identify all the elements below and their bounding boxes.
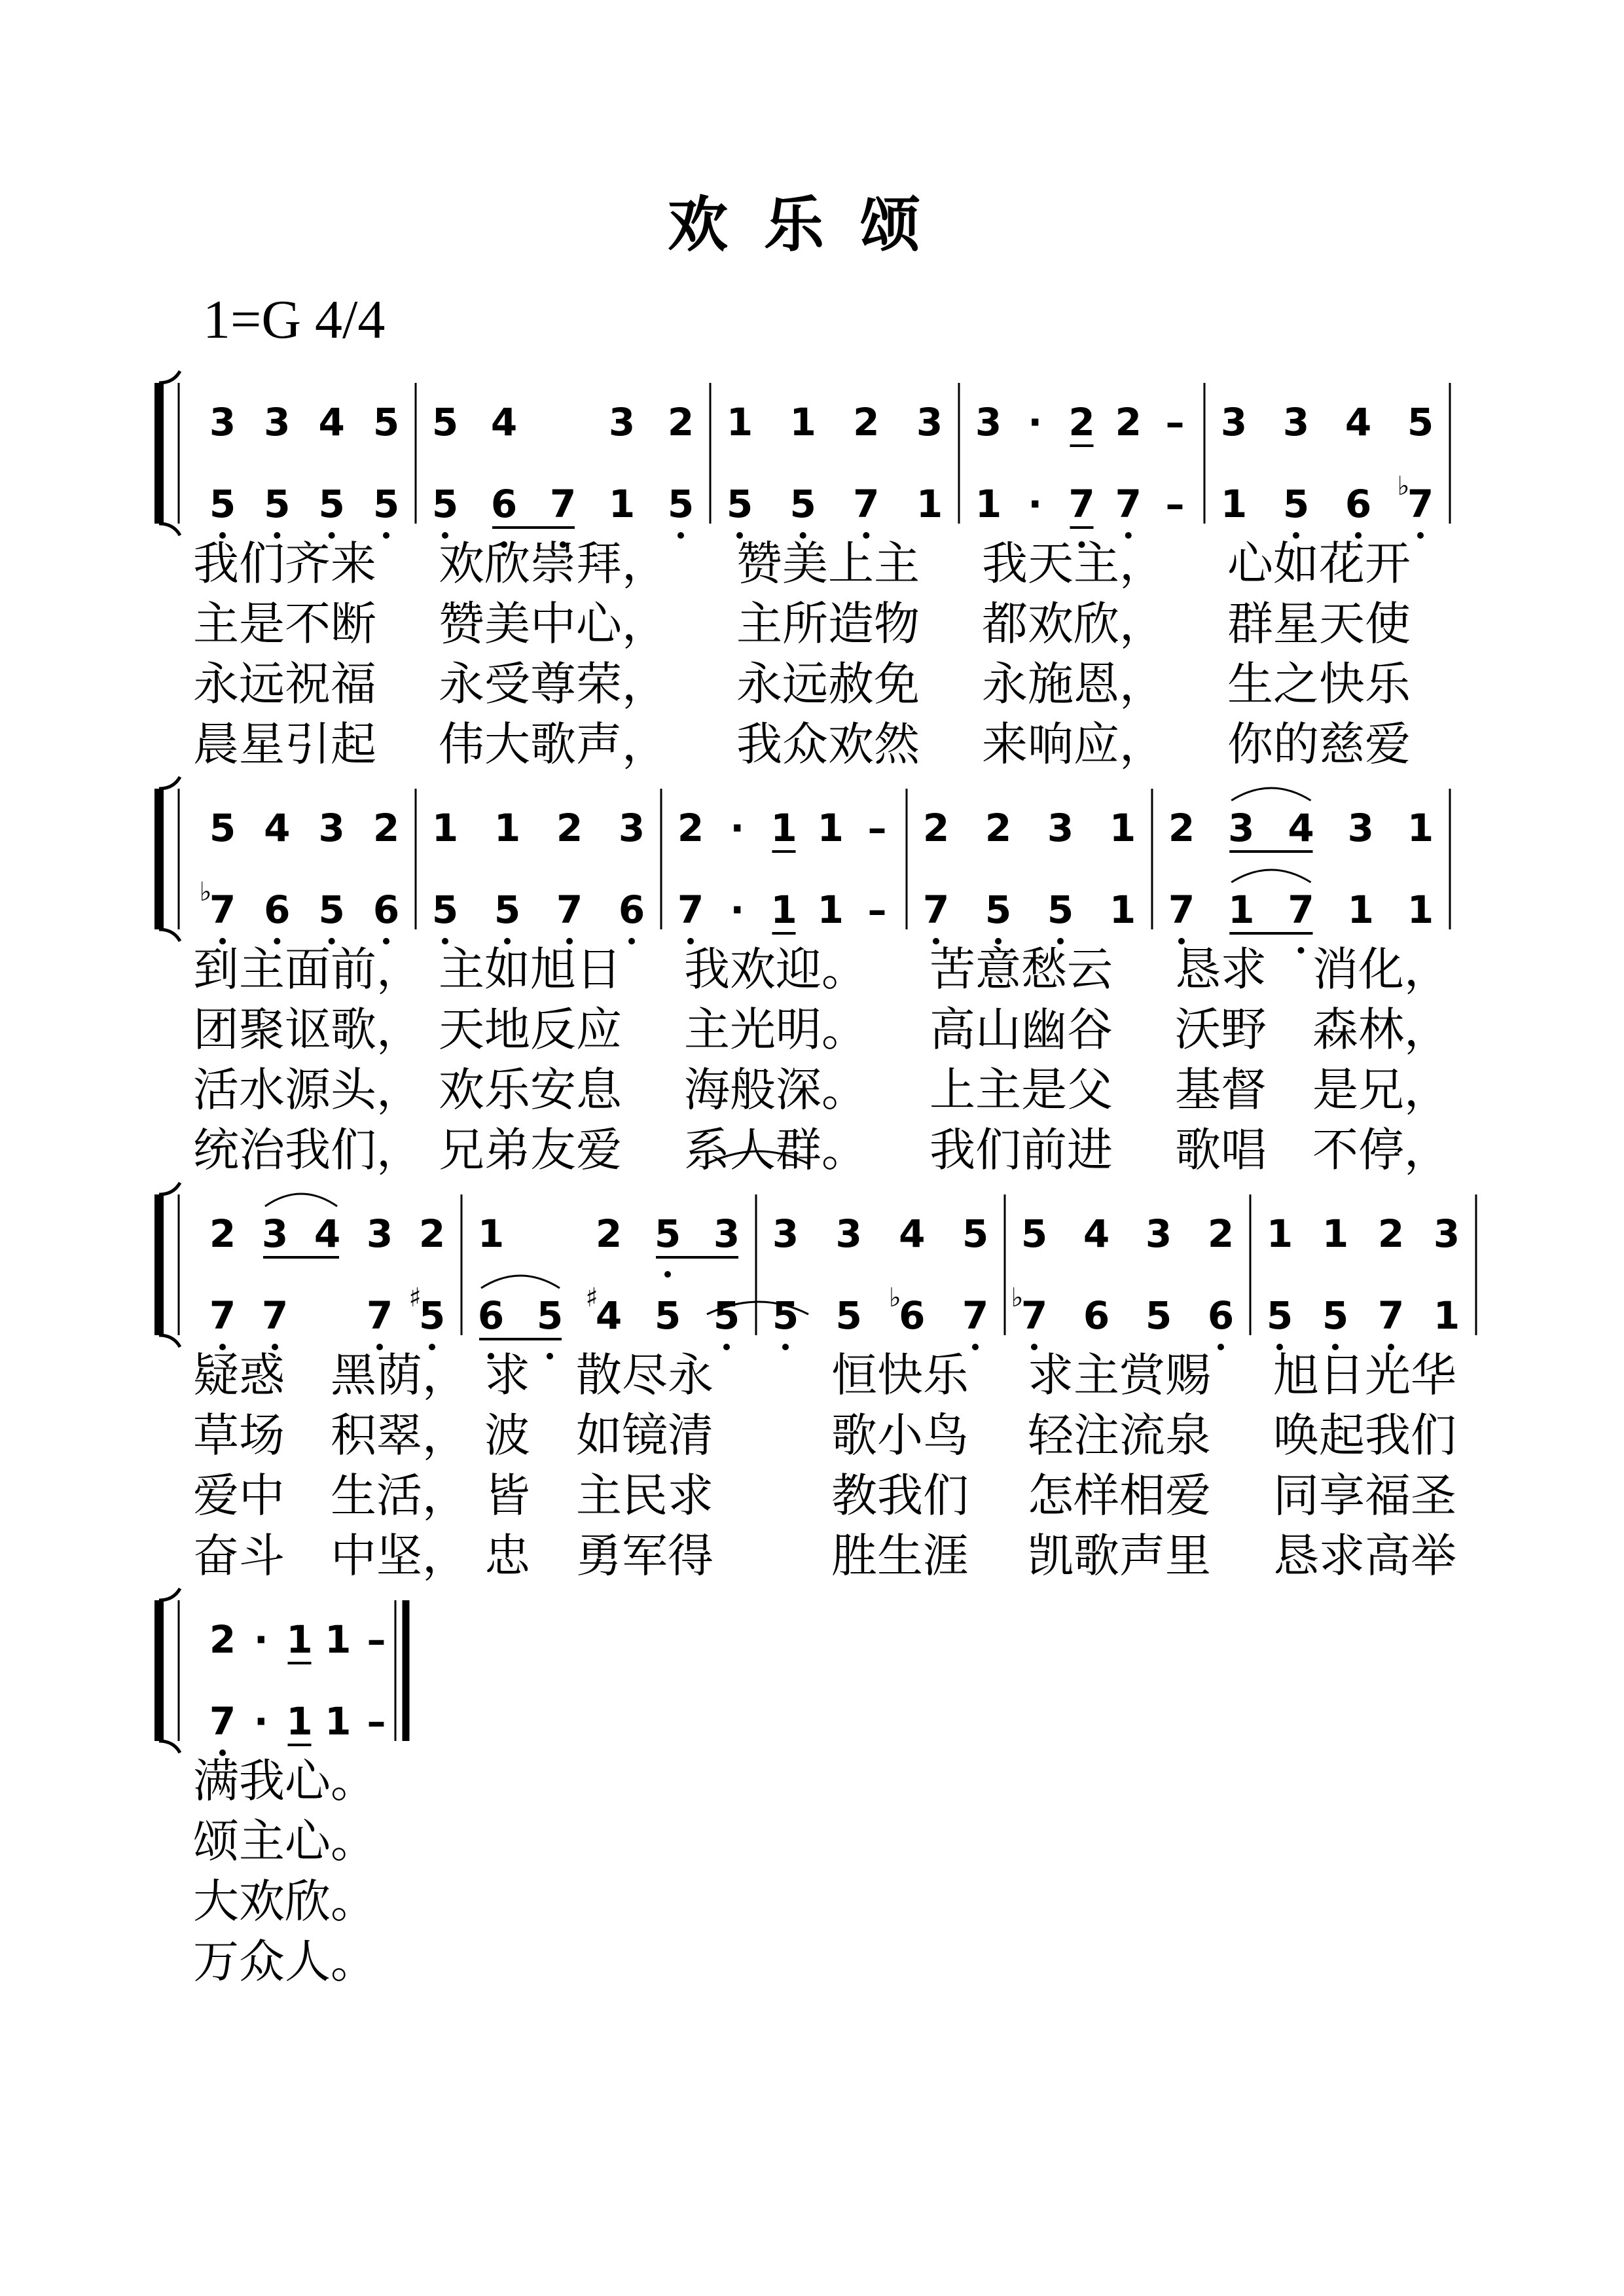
upper-note: 2 — [1377, 1211, 1405, 1256]
lyric-phrase: 恳求高举 — [1273, 1529, 1456, 1583]
upper-note: 2 — [372, 806, 400, 850]
lyric-phrase: 赞美中心， — [439, 597, 668, 651]
lyric-phrase: 海般深。 — [684, 1063, 867, 1117]
lower-note: 6 — [1344, 482, 1372, 526]
lyric-phrase: 基督 是兄， — [1175, 1063, 1450, 1117]
lyric-phrase: 群星天使 — [1227, 597, 1411, 651]
lyric-phrase: 忠 勇军得 — [484, 1529, 713, 1583]
lower-note: 6 — [899, 1293, 926, 1338]
lower-note: 1 — [1109, 888, 1136, 932]
lower-note: 7 — [209, 1293, 236, 1338]
upper-note: 3 — [209, 400, 236, 444]
lower-note: 1 — [325, 1699, 352, 1744]
accidental: ♯ — [585, 1283, 598, 1313]
upper-note: 2 — [209, 1617, 236, 1662]
upper-note: 1 — [1407, 806, 1434, 850]
lower-note: 6 — [618, 888, 645, 932]
lower-note: 5 — [1145, 1293, 1172, 1338]
lyric-phrase: 心如花开 — [1227, 537, 1411, 590]
lower-note: – — [1165, 482, 1185, 526]
lyric-phrase: 伟大歌声， — [439, 717, 668, 771]
lyric-phrase: 我天主， — [982, 537, 1165, 590]
lower-note: 1 — [916, 482, 943, 526]
lower-note: 5 — [431, 482, 459, 526]
lower-note: 7 — [922, 888, 950, 932]
upper-note: 5 — [962, 1211, 989, 1256]
lyric-phrase: 恒快乐 — [831, 1348, 969, 1402]
lyric-phrase: 同享福圣 — [1273, 1469, 1456, 1522]
upper-note: 2 — [922, 806, 950, 850]
lower-octave-dot — [972, 1344, 979, 1350]
lower-note: 7 — [261, 1293, 289, 1338]
bracket-hook — [159, 929, 180, 941]
lyric-phrase: 上主是父 — [929, 1063, 1113, 1117]
upper-note: 4 — [1344, 400, 1372, 444]
lower-note: 5 — [713, 1293, 740, 1338]
lower-note: – — [867, 888, 887, 932]
accidental: ♭ — [1011, 1283, 1024, 1313]
bracket-hook — [159, 1335, 180, 1347]
lower-note: 7 — [556, 888, 583, 932]
upper-note: 5 — [1407, 400, 1434, 444]
lower-note: 1 — [817, 888, 844, 932]
lower-note: 5 — [1047, 888, 1074, 932]
lower-note: 5 — [789, 482, 816, 526]
lower-octave-dot — [1218, 1344, 1224, 1350]
upper-note: 4 — [899, 1211, 926, 1256]
upper-note: 2 — [1115, 400, 1142, 444]
lower-note: 6 — [264, 888, 291, 932]
lyric-phrase: 你的慈爱 — [1227, 717, 1411, 771]
lower-note: 5 — [494, 888, 521, 932]
lower-note: 7 — [1115, 482, 1142, 526]
upper-note: 3 — [1228, 806, 1255, 850]
upper-note: · — [730, 806, 745, 850]
upper-note: 3 — [618, 806, 645, 850]
upper-note: 2 — [595, 1211, 623, 1256]
upper-note: – — [367, 1617, 386, 1662]
upper-note: 1 — [1322, 1211, 1349, 1256]
lyric-phrase: 苦意愁云 — [929, 942, 1113, 996]
lyric-phrase: 歌唱 不停， — [1175, 1123, 1450, 1177]
lyric-phrase: 求主赏赐 — [1028, 1348, 1211, 1402]
lyric-phrase: 旭日光华 — [1273, 1348, 1456, 1402]
lyric-phrase: 永受尊荣， — [439, 657, 668, 711]
upper-note: 3 — [264, 400, 291, 444]
lower-octave-dot — [723, 1344, 730, 1350]
accidental: ♭ — [888, 1283, 901, 1313]
lower-note: 7 — [209, 1699, 236, 1744]
upper-note: 3 — [1282, 400, 1310, 444]
slur — [481, 1276, 560, 1288]
lower-note: 6 — [1083, 1293, 1110, 1338]
lyric-phrase: 求 散尽永 — [484, 1348, 713, 1402]
lyric-phrase: 大欢欣。 — [193, 1874, 376, 1928]
lyric-phrase: 沃野 森林， — [1175, 1003, 1450, 1056]
lower-note: 1 — [1228, 888, 1255, 932]
lyric-phrase: 天地反应 — [439, 1003, 622, 1056]
upper-note: 4 — [1288, 806, 1314, 850]
upper-note: 2 — [1207, 1211, 1235, 1256]
upper-note: · — [253, 1617, 268, 1662]
upper-note: 1 — [789, 400, 816, 444]
bracket-hook — [159, 371, 180, 383]
upper-note: 1 — [286, 1617, 313, 1662]
upper-note: 5 — [372, 400, 400, 444]
lower-note: 1 — [1407, 888, 1434, 932]
slur — [1231, 788, 1310, 800]
lower-note: 1 — [1433, 1293, 1460, 1338]
upper-note: 5 — [654, 1211, 681, 1256]
lower-note: · — [1028, 482, 1043, 526]
bracket-hook — [159, 1183, 180, 1194]
lyric-phrase: 波 如镜清 — [484, 1408, 713, 1462]
upper-note: 3 — [835, 1211, 862, 1256]
lower-note: 5 — [1266, 1293, 1293, 1338]
upper-note: 2 — [677, 806, 704, 850]
bracket-hook — [159, 1741, 180, 1753]
lower-note: 7 — [366, 1293, 393, 1338]
upper-note: 3 — [713, 1211, 740, 1256]
lower-note: 5 — [431, 888, 459, 932]
key-time-signature: 1=G 4/4 — [203, 289, 386, 350]
lyric-phrase: 兄弟友爱 — [439, 1123, 622, 1177]
upper-note: 3 — [1220, 400, 1248, 444]
upper-note: 1 — [1109, 806, 1136, 850]
lower-octave-dot — [383, 532, 389, 539]
lower-octave-dot — [628, 938, 635, 944]
lyric-phrase: 来响应， — [982, 717, 1165, 771]
lower-note: 7 — [1288, 888, 1314, 932]
lyric-phrase: 统治我们， — [193, 1123, 422, 1177]
upper-note: 3 — [366, 1211, 393, 1256]
upper-note: 2 — [418, 1211, 446, 1256]
lyric-phrase: 活水源头， — [193, 1063, 422, 1117]
upper-note: 1 — [1266, 1211, 1293, 1256]
lyric-phrase: 胜生涯 — [831, 1529, 969, 1583]
lyric-phrase: 晨星引起 — [193, 717, 376, 771]
upper-note: 1 — [726, 400, 753, 444]
lyric-phrase: 唤起我们 — [1273, 1408, 1456, 1462]
upper-note: 4 — [314, 1211, 341, 1256]
lower-note: 5 — [667, 482, 695, 526]
upper-note: 3 — [772, 1211, 799, 1256]
upper-note: 5 — [209, 806, 236, 850]
upper-note: 1 — [325, 1617, 352, 1662]
lyric-phrase: 主是不断 — [193, 597, 376, 651]
lyric-phrase: 生之快乐 — [1227, 657, 1411, 711]
lyric-phrase: 满我心。 — [193, 1754, 376, 1808]
bracket-hook — [159, 1588, 180, 1600]
upper-note: 5 — [1020, 1211, 1048, 1256]
lyric-phrase: 都欢欣， — [982, 597, 1165, 651]
lower-octave-dot — [677, 532, 684, 539]
lower-note: 4 — [595, 1293, 623, 1338]
lower-note: 7 — [853, 482, 880, 526]
lower-note: 5 — [418, 1293, 446, 1338]
upper-note: – — [1165, 400, 1185, 444]
lyric-phrase: 歌小鸟 — [831, 1408, 969, 1462]
upper-note: 4 — [490, 400, 518, 444]
lower-note: 6 — [490, 482, 518, 526]
upper-note: 1 — [817, 806, 844, 850]
upper-note: 4 — [318, 400, 345, 444]
lyric-phrase: 我们齐来 — [193, 537, 376, 590]
lyric-phrase: 永远赦免 — [736, 657, 920, 711]
lower-note: 5 — [1282, 482, 1310, 526]
lower-note: · — [253, 1699, 268, 1744]
upper-note: 3 — [1433, 1211, 1460, 1256]
upper-note: 2 — [853, 400, 880, 444]
upper-note: – — [867, 806, 887, 850]
song-title: 欢乐颂 — [667, 190, 956, 260]
lower-note: 5 — [726, 482, 753, 526]
lyric-phrase: 皆 主民求 — [484, 1469, 713, 1522]
lower-note: 7 — [1168, 888, 1195, 932]
lower-note: 5 — [772, 1293, 799, 1338]
lower-note: 1 — [1347, 888, 1374, 932]
accidental: ♭ — [199, 877, 212, 907]
lyric-phrase: 我欢迎。 — [684, 942, 867, 996]
upper-note: 2 — [1168, 806, 1195, 850]
lyric-phrase: 永远祝福 — [193, 657, 376, 711]
lyric-phrase: 我众欢然 — [736, 717, 920, 771]
lyric-phrase: 主如旭日 — [439, 942, 622, 996]
lower-note: 5 — [264, 482, 291, 526]
upper-note: 3 — [1347, 806, 1374, 850]
lyric-phrase: 爱中 生活， — [193, 1469, 468, 1522]
upper-note: 5 — [431, 400, 459, 444]
slur — [1231, 870, 1310, 882]
lyric-phrase: 赞美上主 — [736, 537, 920, 590]
upper-note: 3 — [975, 400, 1002, 444]
lower-note: 7 — [1068, 482, 1095, 526]
lyric-phrase: 主所造物 — [736, 597, 920, 651]
lower-note: 1 — [1220, 482, 1248, 526]
lyric-phrase: 恳求 消化， — [1175, 942, 1450, 996]
upper-note: 2 — [209, 1211, 236, 1256]
lyric-phrase: 凯歌声里 — [1028, 1529, 1211, 1583]
lower-note: 7 — [1377, 1293, 1405, 1338]
lower-note: 5 — [654, 1293, 681, 1338]
lower-note: 6 — [372, 888, 400, 932]
lyric-phrase: 系人群。 — [684, 1123, 867, 1177]
slur — [265, 1194, 337, 1206]
lower-note: 1 — [770, 888, 797, 932]
lyric-phrase: 高山幽谷 — [929, 1003, 1113, 1056]
bracket-hook — [159, 524, 180, 535]
lyric-phrase: 颂主心。 — [193, 1814, 376, 1868]
lower-note: 5 — [372, 482, 400, 526]
lower-note: · — [730, 888, 745, 932]
lower-note: 5 — [536, 1293, 564, 1338]
lyric-phrase: 万众人。 — [193, 1935, 376, 1988]
upper-note: 4 — [264, 806, 291, 850]
lower-note: 6 — [477, 1293, 505, 1338]
lower-note: 5 — [835, 1293, 862, 1338]
upper-note: 4 — [1083, 1211, 1110, 1256]
upper-note: 3 — [261, 1211, 289, 1256]
lyric-phrase: 欢乐安息 — [439, 1063, 622, 1117]
lower-note: – — [367, 1699, 386, 1744]
upper-note: 3 — [916, 400, 943, 444]
lyric-phrase: 欢欣崇拜， — [439, 537, 668, 590]
upper-note: 3 — [318, 806, 345, 850]
upper-note: 1 — [431, 806, 459, 850]
lower-note: 7 — [549, 482, 577, 526]
lower-note: 7 — [1407, 482, 1434, 526]
upper-note: 2 — [667, 400, 695, 444]
lower-note: 7 — [209, 888, 236, 932]
upper-note: 3 — [1047, 806, 1074, 850]
lower-note: 7 — [1020, 1293, 1048, 1338]
lower-octave-dot — [1417, 532, 1424, 539]
lyric-phrase: 我们前进 — [929, 1123, 1113, 1177]
lyric-phrase: 疑惑 黑荫， — [193, 1348, 468, 1402]
lyric-phrase: 到主面前， — [193, 942, 422, 996]
lower-note: 5 — [1322, 1293, 1349, 1338]
lower-note: 5 — [318, 888, 345, 932]
lower-octave-dot — [782, 1344, 789, 1350]
bracket-hook — [159, 777, 180, 789]
lower-note: 5 — [318, 482, 345, 526]
upper-note: 1 — [770, 806, 797, 850]
upper-note: 1 — [494, 806, 521, 850]
lyric-phrase: 草场 积翠， — [193, 1408, 468, 1462]
upper-note: 3 — [608, 400, 636, 444]
lower-note: 5 — [209, 482, 236, 526]
lower-note: 1 — [286, 1699, 313, 1744]
lower-note: 1 — [975, 482, 1002, 526]
upper-note: · — [1028, 400, 1043, 444]
upper-note: 3 — [1145, 1211, 1172, 1256]
lower-note: 7 — [962, 1293, 989, 1338]
lyric-phrase: 永施恩， — [982, 657, 1165, 711]
upper-note: 2 — [556, 806, 583, 850]
lyric-phrase: 教我们 — [831, 1469, 969, 1522]
lower-note: 1 — [608, 482, 636, 526]
accidental: ♯ — [408, 1283, 422, 1313]
lyric-phrase: 怎样相爱 — [1028, 1469, 1211, 1522]
lower-note: 5 — [984, 888, 1012, 932]
upper-note: 2 — [984, 806, 1012, 850]
lyric-phrase: 轻注流泉 — [1028, 1408, 1211, 1462]
lower-note: 6 — [1207, 1293, 1235, 1338]
lyric-phrase: 团聚讴歌， — [193, 1003, 422, 1056]
lyric-phrase: 主光明。 — [684, 1003, 867, 1056]
upper-note: 1 — [477, 1211, 505, 1256]
lower-octave-dot — [664, 1271, 671, 1278]
lower-note: 7 — [677, 888, 704, 932]
lyric-phrase: 奋斗 中坚， — [193, 1529, 468, 1583]
upper-note: 2 — [1068, 400, 1095, 444]
accidental: ♭ — [1397, 471, 1410, 501]
